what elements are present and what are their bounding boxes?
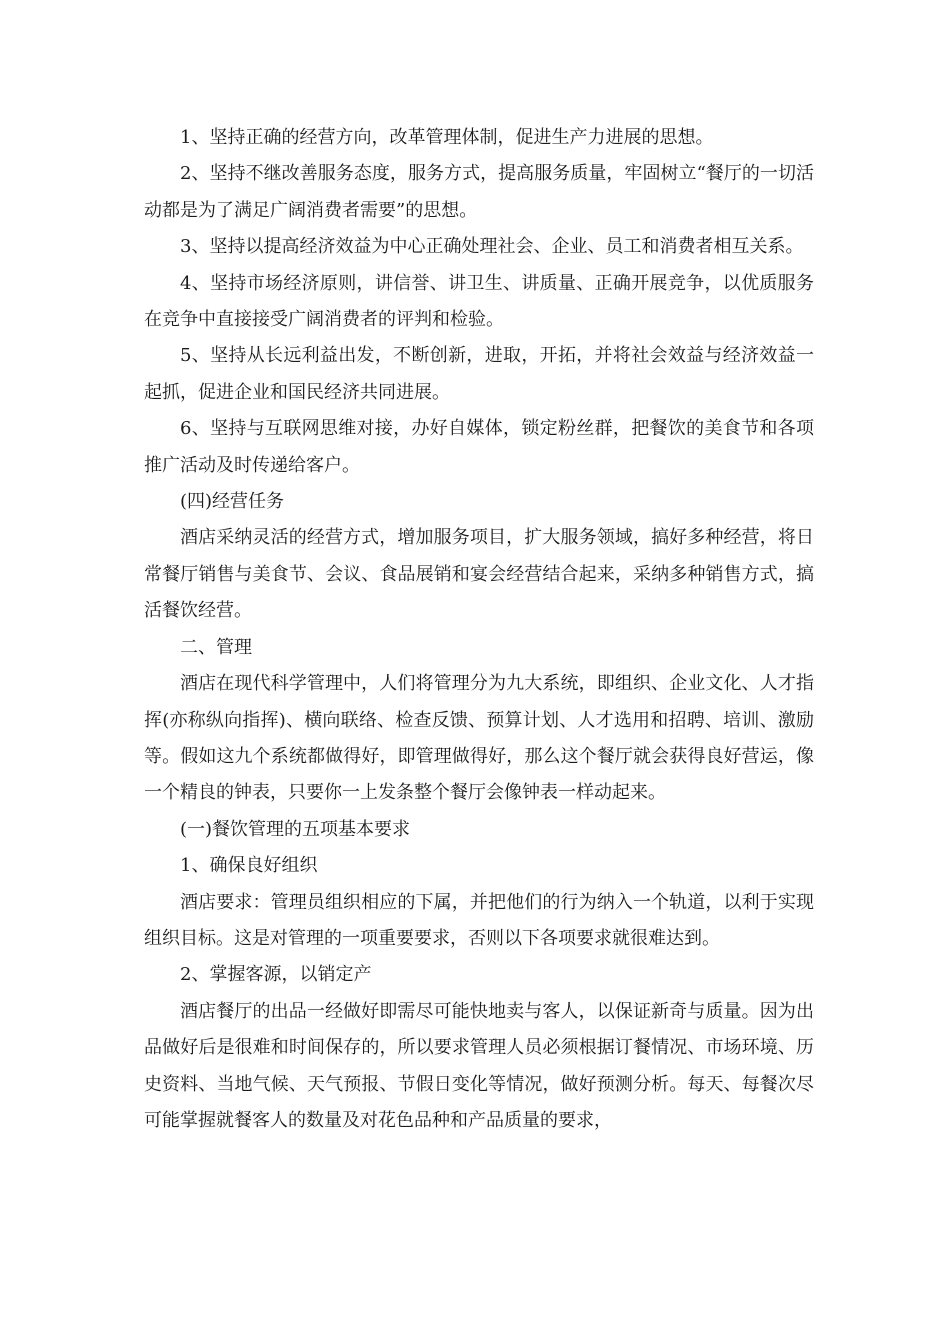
paragraph-requirement-1: 酒店要求：管理员组织相应的下属，并把他们的行为纳入一个轨道，以利于实现组织目标。这是对管理的一项重要要求，否则以下各项要求就很难达到。 bbox=[144, 891, 814, 949]
heading-management: 二、管理 bbox=[180, 636, 252, 658]
heading-five-requirements: (一)餐饮管理的五项基本要求 bbox=[180, 818, 411, 840]
paragraph-principle-3: 3、坚持以提高经济效益为中心正确处理社会、企业、员工和消费者相互关系。 bbox=[180, 236, 804, 258]
paragraph-requirement-2: 酒店餐厅的出品一经做好即需尽可能快地卖与客人，以保证新奇与质量。因为出品做好后是很难和时间保存的，所以要求管理人员必须根据订餐情况、市场环境、历史资料、当地气候、天气预报、节假日变化等情况，做好预测分析。每天、每餐次尽可能掌握就餐客人的数量及对花色品种和产品质量的要求， bbox=[144, 1000, 814, 1131]
paragraph-business-tasks: 酒店采纳灵活的经营方式，增加服务项目，扩大服务领域，搞好多种经营，将日常餐厅销售与美食节、会议、食品展销和宴会经营结合起来，采纳多种销售方式，搞活餐饮经营。 bbox=[144, 527, 814, 622]
paragraph-principle-6: 6、坚持与互联网思维对接，办好自媒体，锁定粉丝群，把餐饮的美食节和各项推广活动及时传递给客户。 bbox=[144, 418, 814, 476]
document-body bbox=[144, 120, 814, 1139]
paragraph-principle-1: 1、坚持正确的经营方向，改革管理体制，促进生产力进展的思想。 bbox=[180, 127, 714, 148]
paragraph-management: 酒店在现代科学管理中，人们将管理分为九大系统，即组织、企业文化、人才指挥(亦称纵向指挥)、横向联络、检查反馈、预算计划、人才选用和招聘、培训、激励等。假如这九个系统都做得好，即管理做得好，那么这个餐厅就会获得良好营运，像一个精良的钟表，只要你一上发条整个餐厅会像钟表一样动起来。 bbox=[144, 673, 814, 804]
heading-business-tasks: (四)经营任务 bbox=[180, 491, 285, 513]
paragraph-principle-5: 5、坚持从长远利益出发，不断创新，进取，开拓，并将社会效益与经济效益一起抓，促进企业和国民经济共同进展。 bbox=[144, 345, 814, 403]
paragraph-principle-2: 2、坚持不继改善服务态度，服务方式，提高服务质量，牢固树立“餐厅的一切活动都是为了满足广阔消费者需要”的思想。 bbox=[144, 163, 814, 221]
heading-requirement-1: 1、确保良好组织 bbox=[180, 855, 318, 877]
paragraph-principle-4: 4、坚持市场经济原则，讲信誉、讲卫生、讲质量、正确开展竞争，以优质服务在竞争中直接接受广阔消费者的评判和检验。 bbox=[144, 272, 814, 331]
heading-requirement-2: 2、掌握客源，以销定产 bbox=[180, 964, 372, 986]
